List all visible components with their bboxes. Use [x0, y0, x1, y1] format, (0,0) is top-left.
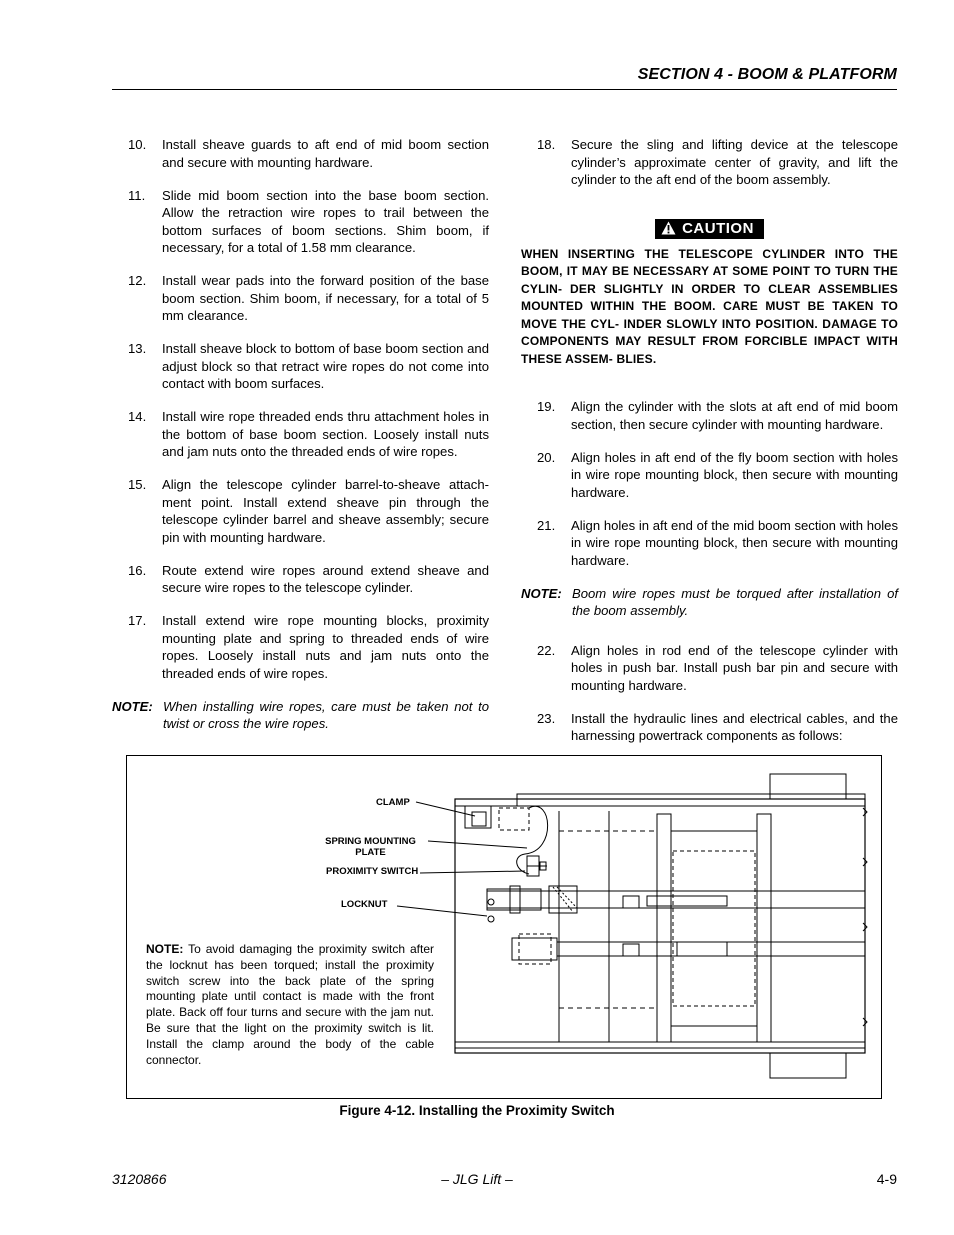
step-text: Install wire rope threaded ends thru attachment holes in the bottom of base boom section. Loosely install nuts and jam nuts onto the threaded ends of wire ropes.	[162, 409, 489, 459]
step-17: 17. Install extend wire rope mounting blocks, proximity mounting plate and spring to threaded ends of wire ropes. Loosely install nuts and jam nuts onto the threaded ends of wire ropes.	[128, 613, 489, 681]
step-text: Route extend wire ropes around extend sheave and secure wire ropes to the telescope cylinder.	[162, 562, 489, 595]
step-23: 23. Install the hydraulic lines and electrical cables, and the harnessing powertrack components as follows:	[537, 710, 898, 743]
step-text: Install wear pads into the forward position of the base boom section. Shim boom, if necessary, for a total of 5 mm clearance.	[162, 273, 489, 323]
step-text: Install extend wire rope mounting blocks, proximity mounting plate and spring to threaded ends of wire ropes. Loosely install nuts and jam nuts onto the threaded ends of wire ropes.	[162, 613, 489, 681]
label-spring-line-2: PLATE	[355, 847, 386, 858]
step-text: Install the hydraulic lines and electrical cables, and the harnessing powertrack components as follows:	[571, 710, 898, 743]
label-spring-mounting-plate	[318, 836, 423, 858]
step-12: 12. Install wear pads into the forward position of the base boom section. Shim boom, if necessary, for a total of 5 mm clearance.	[128, 273, 489, 323]
figure-note	[146, 942, 434, 1068]
figure-caption: Figure 4-12. Installing the Proximity Switch	[339, 1103, 615, 1118]
caution-label: CAUTION	[682, 219, 754, 237]
footer-center: – JLG Lift –	[441, 1171, 513, 1187]
label-clamp: CLAMP	[376, 797, 410, 808]
figure-note-label: NOTE:	[146, 942, 184, 956]
step-11: 11. Slide mid boom section into the base boom section. Allow the retraction wire ropes to trail between the bottom surfaces of boom sections. Shim boom, if necessary, for a total of 1.58 mm clearance.	[128, 187, 489, 255]
right-column	[521, 136, 898, 760]
caution-badge	[655, 219, 764, 239]
step-text: Slide mid boom section into the base boom section. Allow the retraction wire ropes to trail between the bottom surfaces of boom sections. Shim boom, if necessary, for a total of 1.58 mm clearance.	[162, 187, 489, 255]
step-text: Align the telescope cylinder barrel-to-sheave attach- ment point. Install extend sheave pin through the telescope cylinder barrel and sheave assembly; secure pin with mounting hardware.	[162, 477, 489, 545]
step-10: 10. Install sheave guards to aft end of mid boom section and secure with mounting hardware.	[128, 137, 489, 170]
note-wire-ropes: NOTE: When installing wire ropes, care must be taken not to twist or cross the wire ropes.	[112, 698, 489, 731]
step-22: 22. Align holes in rod end of the telescope cylinder with holes in push bar. Install push bar pin and secure with mounting hardware.	[537, 642, 898, 693]
caution-header	[521, 219, 898, 239]
step-21: 21. Align holes in aft end of the mid boom section with holes in wire rope mounting block, then secure with mounting hardware.	[537, 517, 898, 568]
step-14: 14. Install wire rope threaded ends thru attachment holes in the bottom of base boom section. Loosely install nuts and jam nuts onto the threaded ends of wire ropes.	[128, 409, 489, 459]
step-text: Install sheave block to bottom of base boom section and adjust block so that retract wire ropes do not come into contact with boom surfaces.	[162, 341, 489, 391]
step-text: Align holes in aft end of the fly boom section with holes in wire rope mounting block, then secure with mounting hardware.	[571, 449, 898, 500]
footer-page-number: 4-9	[876, 1171, 897, 1187]
figure-note-text: To avoid damaging the proximity switch after the locknut has been torqued; install the proximity switch screw into the back plate of the spring mounting plate until contact is made with the front plate. Back off four turns and secure with the jam nut. Be sure that the light on the proximity switch is lit. Install the clamp around the body of the cable connector.	[146, 942, 434, 1067]
label-spring-line-1: SPRING MOUNTING	[325, 836, 416, 847]
step-18: 18. Secure the sling and lifting device at the telescope cylinder’s approximate center of gravity, and lift the cylinder to the aft end of the boom assembly.	[537, 137, 898, 187]
header-section-title: SECTION 4 - BOOM & PLATFORM	[637, 66, 897, 83]
header-rule	[112, 89, 897, 90]
warning-triangle-icon	[661, 221, 676, 241]
step-16: 16. Route extend wire ropes around extend sheave and secure wire ropes to the telescope cylinder.	[128, 562, 489, 595]
label-proximity-switch: PROXIMITY SWITCH	[326, 866, 419, 877]
step-text: Install sheave guards to aft end of mid boom section and secure with mounting hardware.	[162, 137, 489, 170]
step-19: 19. Align the cylinder with the slots at aft end of mid boom section, then secure cylinder with mounting hardware.	[537, 399, 898, 432]
footer-doc-number: 3120866	[112, 1171, 167, 1187]
caution-text: WHEN INSERTING THE TELESCOPE CYLINDER INTO THE BOOM, IT MAY BE NECESSARY AT SOME POINT TO TURN THE CYLIN- DER SLIGHTLY IN ORDER TO CLEAR ASSEMBLIES MOUNTED WITHIN THE BOOM. CARE MUST BE TAKEN TO MOVE THE CYL- INDER SLOWLY INTO POSITION. DAMAGE TO COMPONENTS MAY RESULT FROM FORCIBLE IMPACT WITH THESE ASSEM- BLIES.	[521, 246, 898, 366]
step-text: Align the cylinder with the slots at aft end of mid boom section, then secure cylinder with mounting hardware.	[571, 399, 898, 432]
step-20: 20. Align holes in aft end of the fly boom section with holes in wire rope mounting block, then secure with mounting hardware.	[537, 449, 898, 500]
note-text: Boom wire ropes must be torqued after installation of the boom assembly.	[572, 585, 898, 618]
note-text: When installing wire ropes, care must be taken not to twist or cross the wire ropes.	[163, 698, 489, 731]
note-torque: NOTE: Boom wire ropes must be torqued after installation of the boom assembly.	[521, 585, 898, 618]
step-text: Secure the sling and lifting device at the telescope cylinder’s approximate center of gravity, and lift the cylinder to the aft end of the boom assembly.	[571, 137, 898, 187]
step-15: 15. Align the telescope cylinder barrel-to-sheave attach- ment point. Install extend sheave pin through the telescope cylinder barrel and sheave assembly; secure pin with mounting hardware.	[128, 477, 489, 545]
left-column	[112, 136, 489, 755]
figure-proximity-switch	[126, 755, 882, 1099]
step-text: Align holes in rod end of the telescope cylinder with holes in push bar. Install push bar pin and secure with mounting hardware.	[571, 642, 898, 693]
step-text: Align holes in aft end of the mid boom section with holes in wire rope mounting block, then secure with mounting hardware.	[571, 517, 898, 568]
step-13: 13. Install sheave block to bottom of base boom section and adjust block so that retract wire ropes do not come into contact with boom surfaces.	[128, 341, 489, 391]
label-locknut: LOCKNUT	[341, 899, 388, 910]
